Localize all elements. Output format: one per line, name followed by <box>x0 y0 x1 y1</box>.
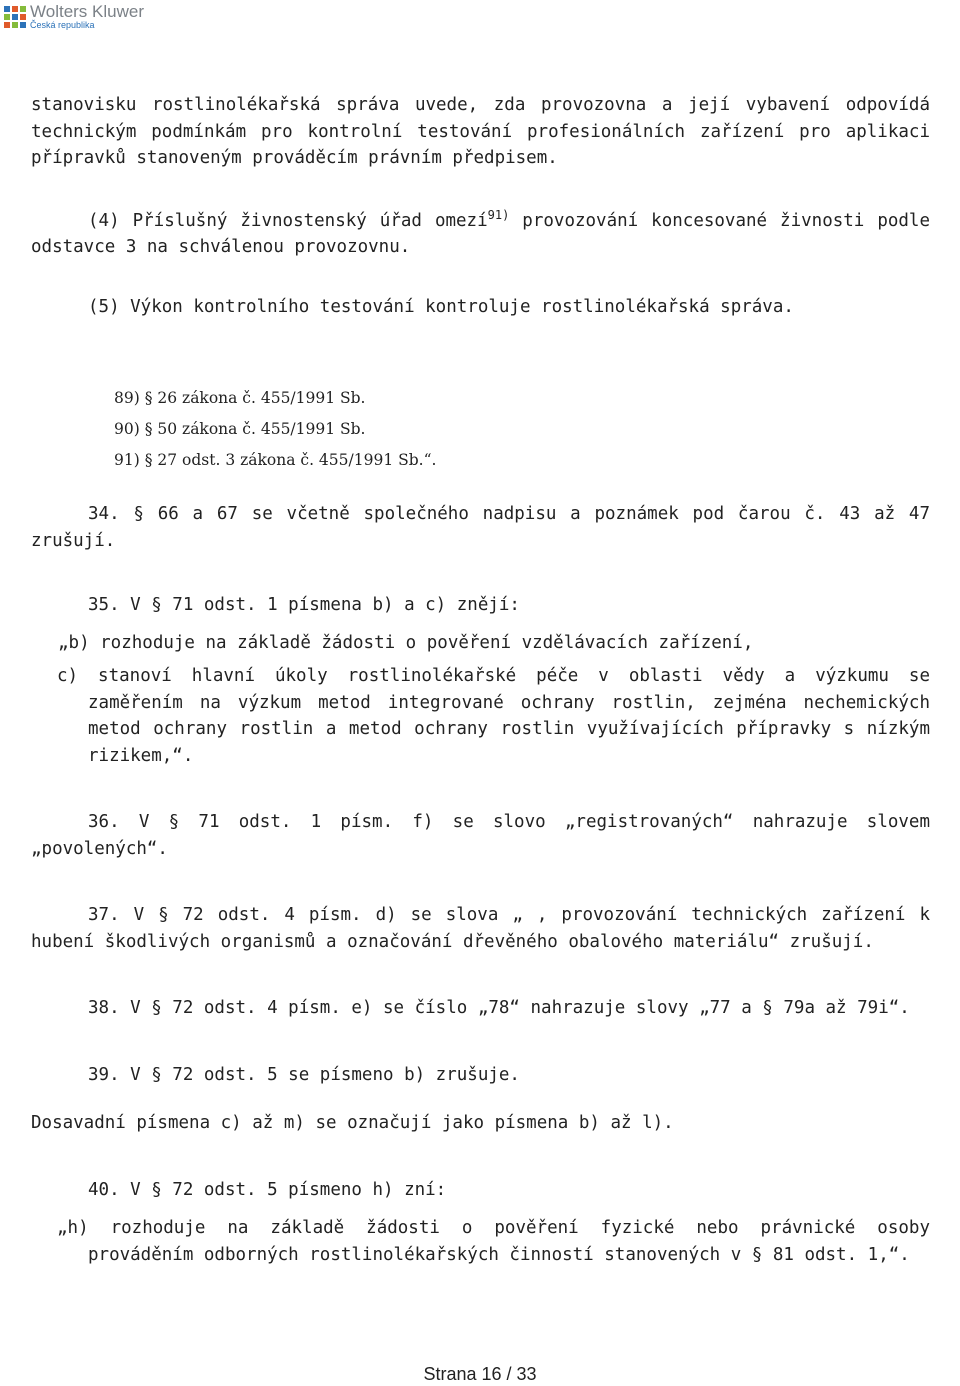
footnote-ref-91: 91) <box>487 207 510 222</box>
point-34: 34. § 66 a 67 se včetně společného nadpisu a poznámek pod čarou č. 43 až 47 zrušují. <box>31 504 930 551</box>
footnotes <box>31 383 930 476</box>
footnote-90: 90) § 50 zákona č. 455/1991 Sb. <box>114 420 366 438</box>
point-39-note: Dosavadní písmena c) až m) se označují jako písmena b) až l). <box>31 1113 674 1133</box>
point-35-c: c) stanoví hlavní úkoly rostlinolékařské péče v oblasti vědy a výzkumu se zaměřením na výzkum metod integrované ochrany rostlin, zejména nechemických metod ochrany rostlin a metod ochrany rostlin využívajících přípravky s nízkým rizikem,“. <box>57 666 930 766</box>
point-38: 38. V § 72 odst. 4 písm. e) se číslo „78“ nahrazuje slovy „77 a § 79a až 79i“. <box>88 998 910 1018</box>
wolters-kluwer-logo <box>4 3 144 30</box>
point-39: 39. V § 72 odst. 5 se písmeno b) zrušuje. <box>88 1064 520 1085</box>
logo-subtitle: Česká republika <box>30 20 95 30</box>
point-40-h: „h) rozhoduje na základě žádosti o pověření fyzické nebo právnické osoby prováděním odborných rostlinolékařských činností stanovených v § 81 odst. 1,“. <box>57 1218 930 1265</box>
point-35: 35. V § 71 odst. 1 písmena b) a c) znějí: <box>88 595 520 615</box>
paragraph-continuation: stanovisku rostlinolékařská správa uvede, zda provozovna a její vybavení odpovídá technickým podmínkám pro kontrolní testování profesionálních zařízení pro aplikaci přípravků stanoveným prováděcím právním předpisem. <box>31 95 930 168</box>
point-36: 36. V § 71 odst. 1 písm. f) se slovo „registrovaných“ nahrazuje slovem „povolených“. <box>31 812 930 859</box>
page-number: Strana 16 / 33 <box>423 1364 537 1384</box>
paragraph-5: (5) Výkon kontrolního testování kontroluje rostlinolékařská správa. <box>88 296 794 317</box>
paragraph-4: (4) Příslušný živnostenský úřad omezí$^{91)}$ provozování koncesované živnosti podle odstavce 3 na schválenou provozovnu. <box>31 207 931 257</box>
point-35-b: „b) rozhoduje na základě žádosti o pověření vzdělávacích zařízení, <box>58 632 754 653</box>
point-37: 37. V § 72 odst. 4 písm. d) se slova „ , provozování technických zařízení k hubení škodlivých organismů a označování dřevěného obalového materiálu“ zrušují. <box>31 905 930 952</box>
logo-mark-icon <box>4 6 26 28</box>
document-body <box>31 92 930 1268</box>
footnote-91: 91) § 27 odst. 3 zákona č. 455/1991 Sb.“. <box>114 451 437 469</box>
footnote-89: 89) § 26 zákona č. 455/1991 Sb. <box>114 389 366 407</box>
point-40: 40. V § 72 odst. 5 písmeno h) zní: <box>88 1179 447 1200</box>
logo-name: Wolters Kluwer <box>30 2 144 21</box>
